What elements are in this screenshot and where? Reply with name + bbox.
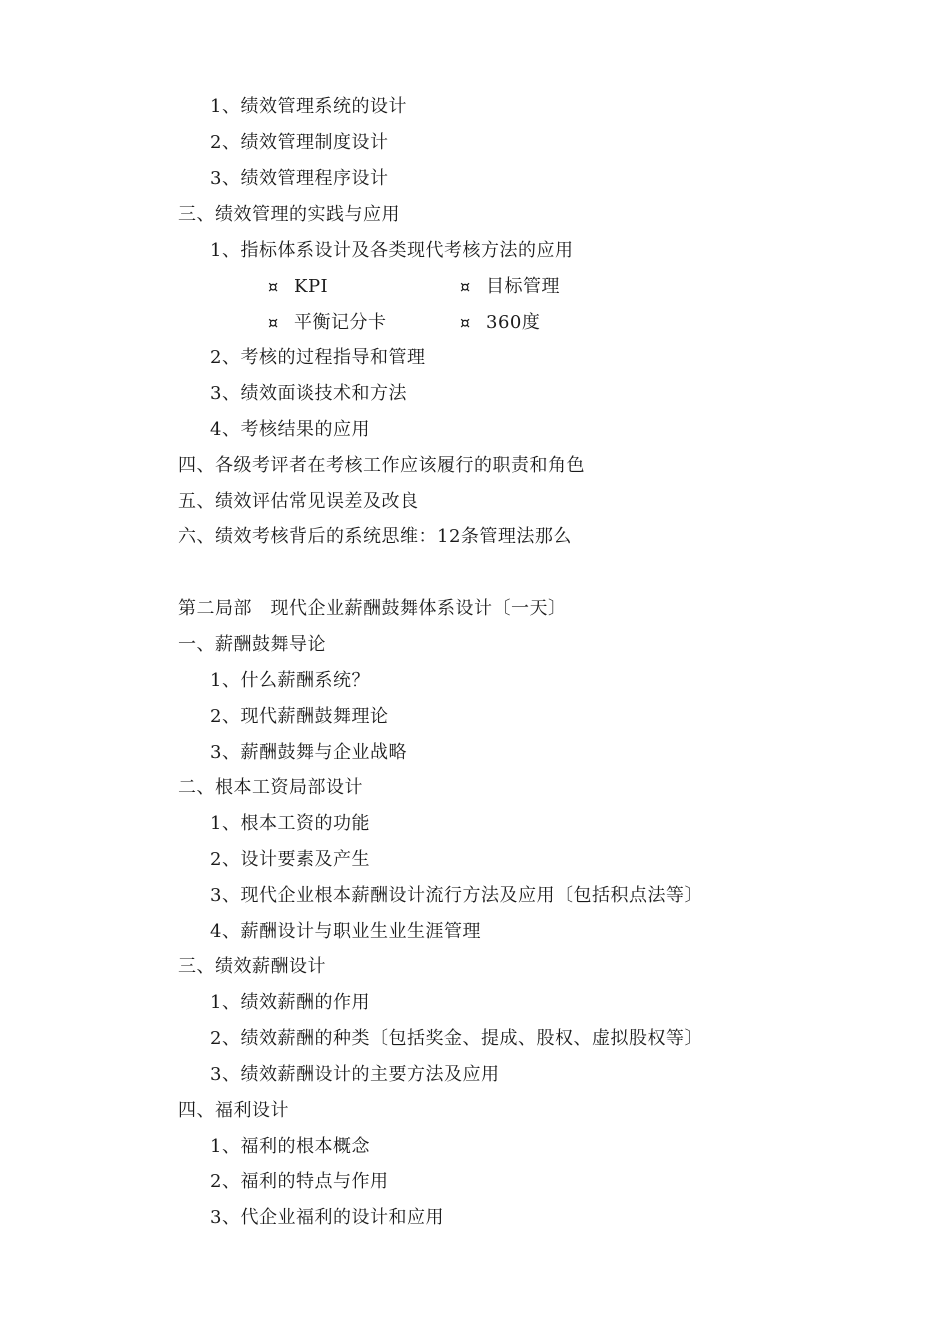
method-label: 平衡记分卡	[294, 312, 387, 333]
section-heading: 二、根本工资局部设计	[178, 777, 363, 798]
outline-item: 2、现代薪酬鼓舞理论	[210, 706, 389, 727]
outline-item: 2、绩效管理制度设计	[210, 132, 389, 153]
outline-item: 3、绩效管理程序设计	[210, 168, 389, 189]
outline-item: 1、绩效薪酬的作用	[210, 992, 370, 1013]
outline-item: 4、薪酬设计与职业生业生涯管理	[210, 921, 481, 942]
method-bullet	[460, 311, 540, 335]
section-heading: 四、福利设计	[178, 1100, 289, 1121]
outline-item: 1、绩效管理系统的设计	[210, 96, 407, 117]
outline-item: 2、绩效薪酬的种类〔包括奖金、提成、股权、虚拟股权等〕	[210, 1028, 703, 1049]
outline-item: 3、现代企业根本薪酬设计流行方法及应用〔包括积点法等〕	[210, 885, 703, 906]
method-label: 360度	[486, 312, 541, 333]
currency-sign-icon: ¤	[268, 277, 279, 296]
section-heading: 一、薪酬鼓舞导论	[178, 634, 326, 655]
outline-item: 3、绩效面谈技术和方法	[210, 383, 407, 404]
outline-item: 3、绩效薪酬设计的主要方法及应用	[210, 1064, 500, 1085]
section-heading: 六、绩效考核背后的系统思维：12条管理法那么	[178, 526, 572, 547]
method-label: 目标管理	[486, 276, 560, 297]
section-heading: 三、绩效管理的实践与应用	[178, 204, 400, 225]
currency-sign-icon: ¤	[460, 277, 471, 296]
outline-item: 3、薪酬鼓舞与企业战略	[210, 742, 407, 763]
section-heading: 五、绩效评估常见误差及改良	[178, 491, 419, 512]
currency-sign-icon: ¤	[460, 313, 471, 332]
method-bullet	[268, 275, 328, 299]
currency-sign-icon: ¤	[268, 313, 279, 332]
section-heading: 四、各级考评者在考核工作应该履行的职责和角色	[178, 455, 585, 476]
outline-item: 3、代企业福利的设计和应用	[210, 1207, 444, 1228]
outline-item: 1、福利的根本概念	[210, 1136, 370, 1157]
part-title: 第二局部 现代企业薪酬鼓舞体系设计〔一天〕	[178, 598, 567, 619]
method-label: KPI	[294, 276, 329, 297]
method-bullet	[268, 311, 387, 335]
outline-item: 2、福利的特点与作用	[210, 1171, 389, 1192]
outline-item: 1、指标体系设计及各类现代考核方法的应用	[210, 240, 574, 261]
outline-item: 2、考核的过程指导和管理	[210, 347, 426, 368]
outline-item: 1、根本工资的功能	[210, 813, 370, 834]
outline-item: 1、什么薪酬系统？	[210, 670, 370, 691]
outline-item: 4、考核结果的应用	[210, 419, 370, 440]
method-bullet	[460, 275, 560, 299]
section-heading: 三、绩效薪酬设计	[178, 956, 326, 977]
outline-item: 2、设计要素及产生	[210, 849, 370, 870]
